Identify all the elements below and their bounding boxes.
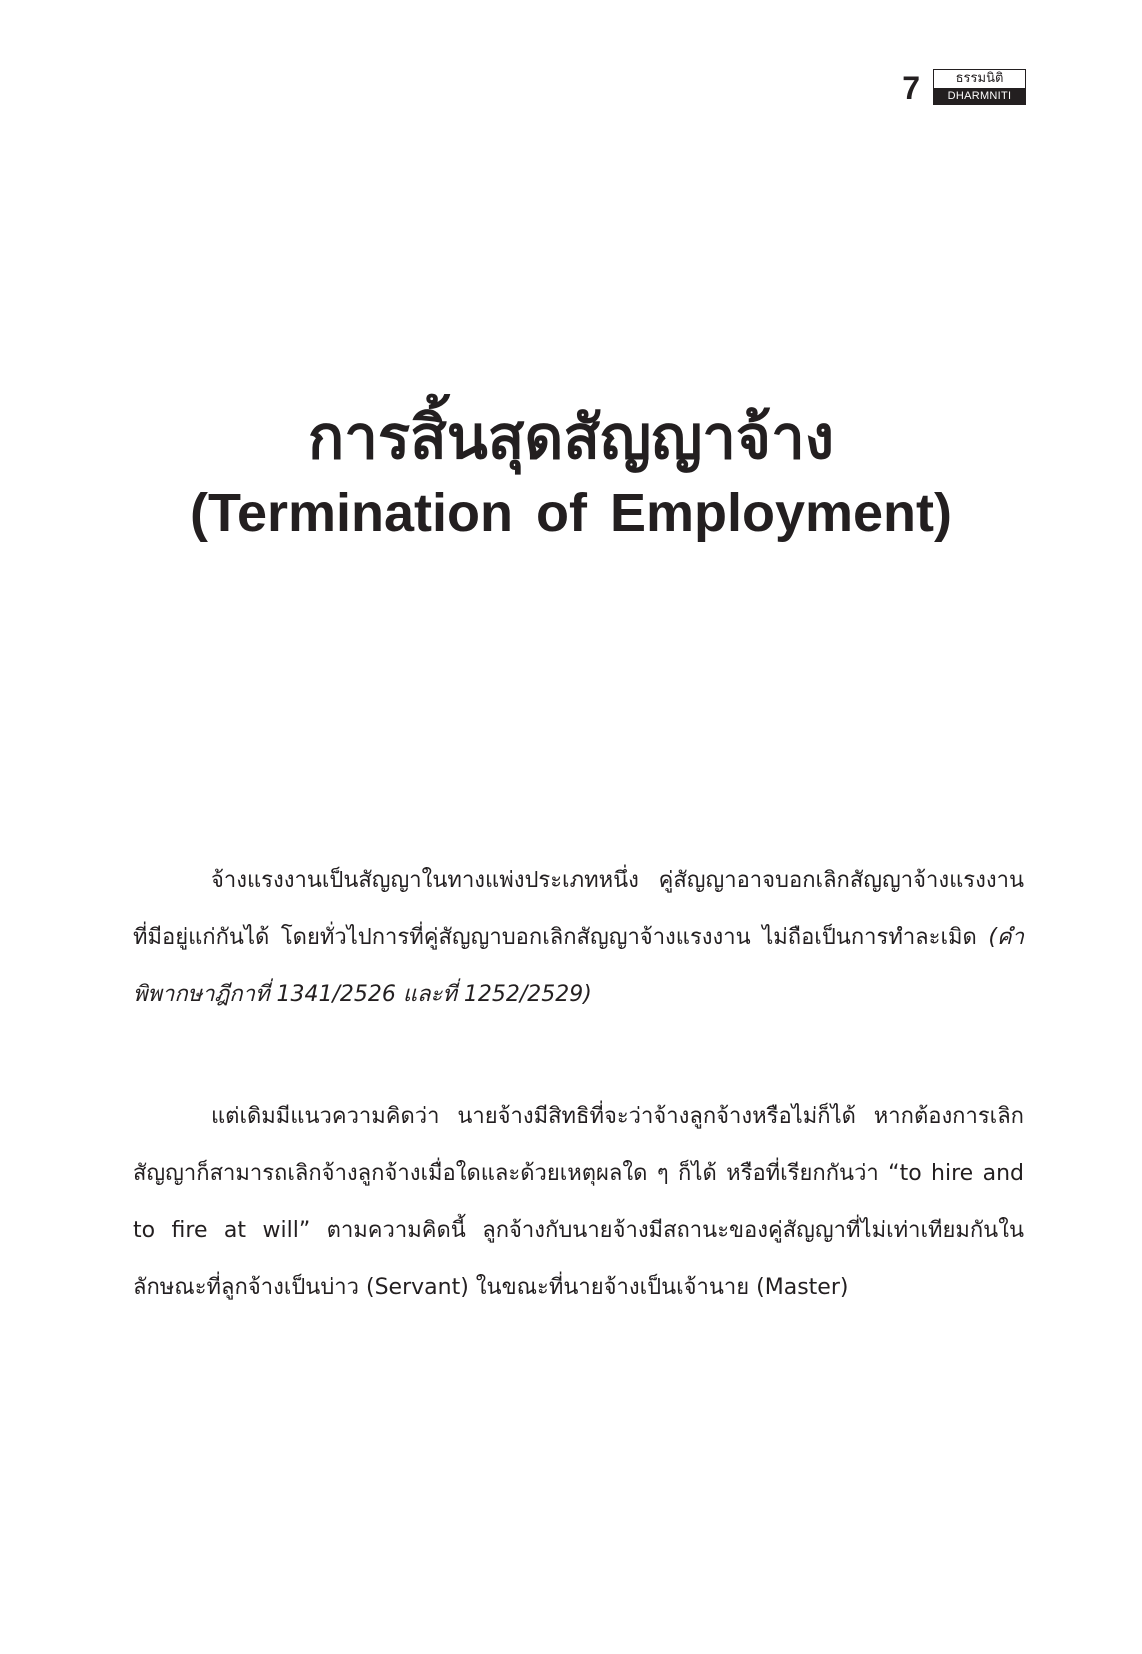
logo-thai-text: ธรรมนิติ	[934, 70, 1025, 88]
logo-latin-text: DHARMNITI	[934, 88, 1025, 104]
paragraph-1	[133, 852, 1024, 1023]
chapter-title	[0, 396, 1142, 546]
publisher-logo	[933, 69, 1026, 105]
paragraph-2-text: แต่เดิมมีแนวความคิดว่า นายจ้างมีสิทธิที่จะว่าจ้างลูกจ้างหรือไม่ก็ได้ หากต้องการเลิกสัญญาก็สามารถเลิกจ้างลูกจ้างเมื่อใดและด้วยเหตุผลใด ๆ ก็ได้ หรือที่เรียกกันว่า “to hire and to fire at will” ตามความคิดนี้ ลูกจ้างกับนายจ้างมีสถานะของคู่สัญญาที่ไม่เท่าเทียมกันในลักษณะที่ลูกจ้างเป็นบ่าว (Servant) ในขณะที่นายจ้างเป็นเจ้านาย (Master)	[133, 1104, 1024, 1300]
page-number: 7	[902, 70, 920, 106]
paragraph-2	[133, 1088, 1024, 1316]
chapter-title-english: (Termination of Employment)	[189, 483, 952, 543]
paragraph-1-text: จ้างแรงงานเป็นสัญญาในทางแพ่งประเภทหนึ่ง คู่สัญญาอาจบอกเลิกสัญญาจ้างแรงงานที่มีอยู่แก่กันได้ โดยทั่วไปการที่คู่สัญญาบอกเลิกสัญญาจ้างแรงงาน ไม่ถือเป็นการทำละเมิด	[133, 868, 1024, 950]
paragraph-1-citation: (คำพิพากษาฎีกาที่ 1341/2526 และที่ 1252/2529)	[133, 925, 1024, 1007]
chapter-title-thai: การสิ้นสุดสัญญาจ้าง	[307, 403, 835, 473]
page-header	[0, 68, 1142, 108]
